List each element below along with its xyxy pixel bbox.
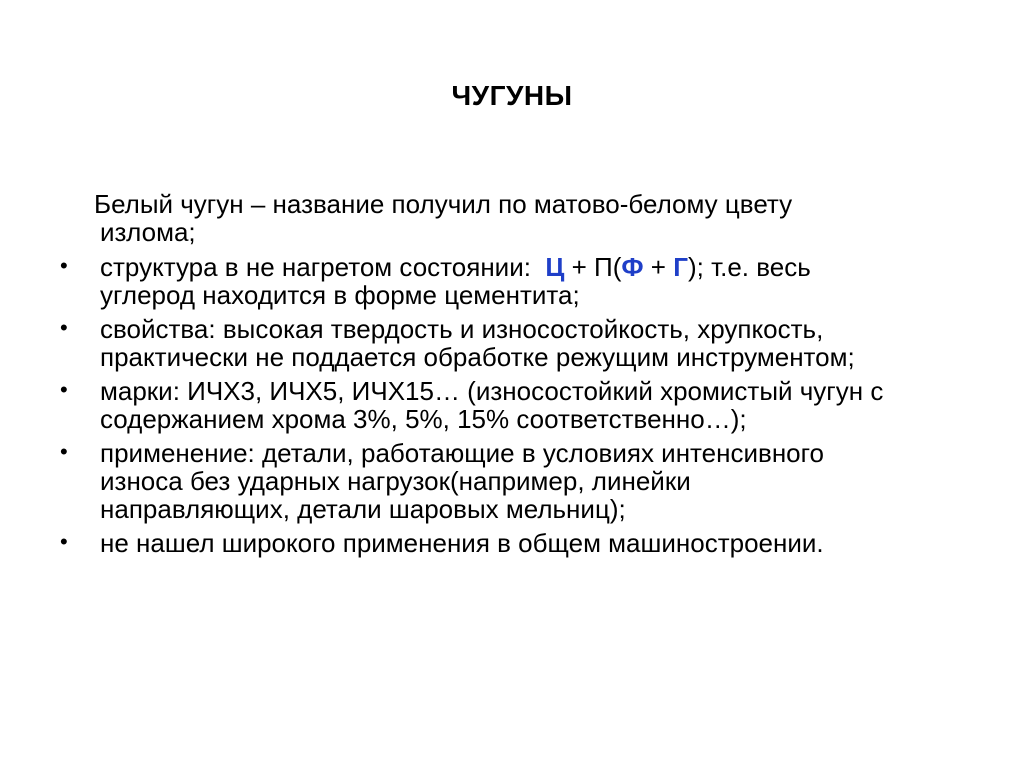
bullet-icon: • [60,253,68,278]
item-structure-line-2: углерод находится в форме цементита; [100,280,580,310]
item-application-line-3: направляющих, детали шаровых мельниц); [100,494,626,524]
item-application-line-2: износа без ударных нагрузок(например, линейки [100,466,691,496]
item-structure-prefix: структура в не нагретом состоянии: [100,252,546,282]
item-usage-line-1: не нашел широкого применения в общем машиностроении. [100,528,824,558]
formula-cementite: Ц [545,252,565,282]
item-properties-line-2: практически не поддается обработке режущим инструментом; [100,342,855,372]
formula-graphite: Г [673,252,688,282]
bullet-icon: • [60,315,68,340]
item-grades-line-2: содержанием хрома 3%, 5%, 15% соответственно…); [100,404,747,434]
bullet-icon: • [60,529,68,554]
slide-title: ЧУГУНЫ [451,80,573,111]
item-grades-line-1: марки: ИЧХ3, ИЧХ5, ИЧХ15… (износостойкий хромистый чугун с [100,376,884,406]
formula-ferrite: Ф [621,252,644,282]
formula-plus: + [643,252,674,282]
formula-plus-pearlite: + П( [564,252,622,282]
item-properties-line-1: свойства: высокая твердость и износостойкость, хрупкость, [100,314,824,344]
item-structure-line-1 [100,253,811,281]
intro-line-2: излома; [100,217,196,247]
bullet-icon: • [60,439,68,464]
item-structure-suffix: ); т.е. весь [687,252,811,282]
bullet-icon: • [60,377,68,402]
intro-line-1: Белый чугун – название получил по матово-белому цвету [94,189,793,219]
item-application-line-1: применение: детали, работающие в условиях интенсивного [100,438,825,468]
